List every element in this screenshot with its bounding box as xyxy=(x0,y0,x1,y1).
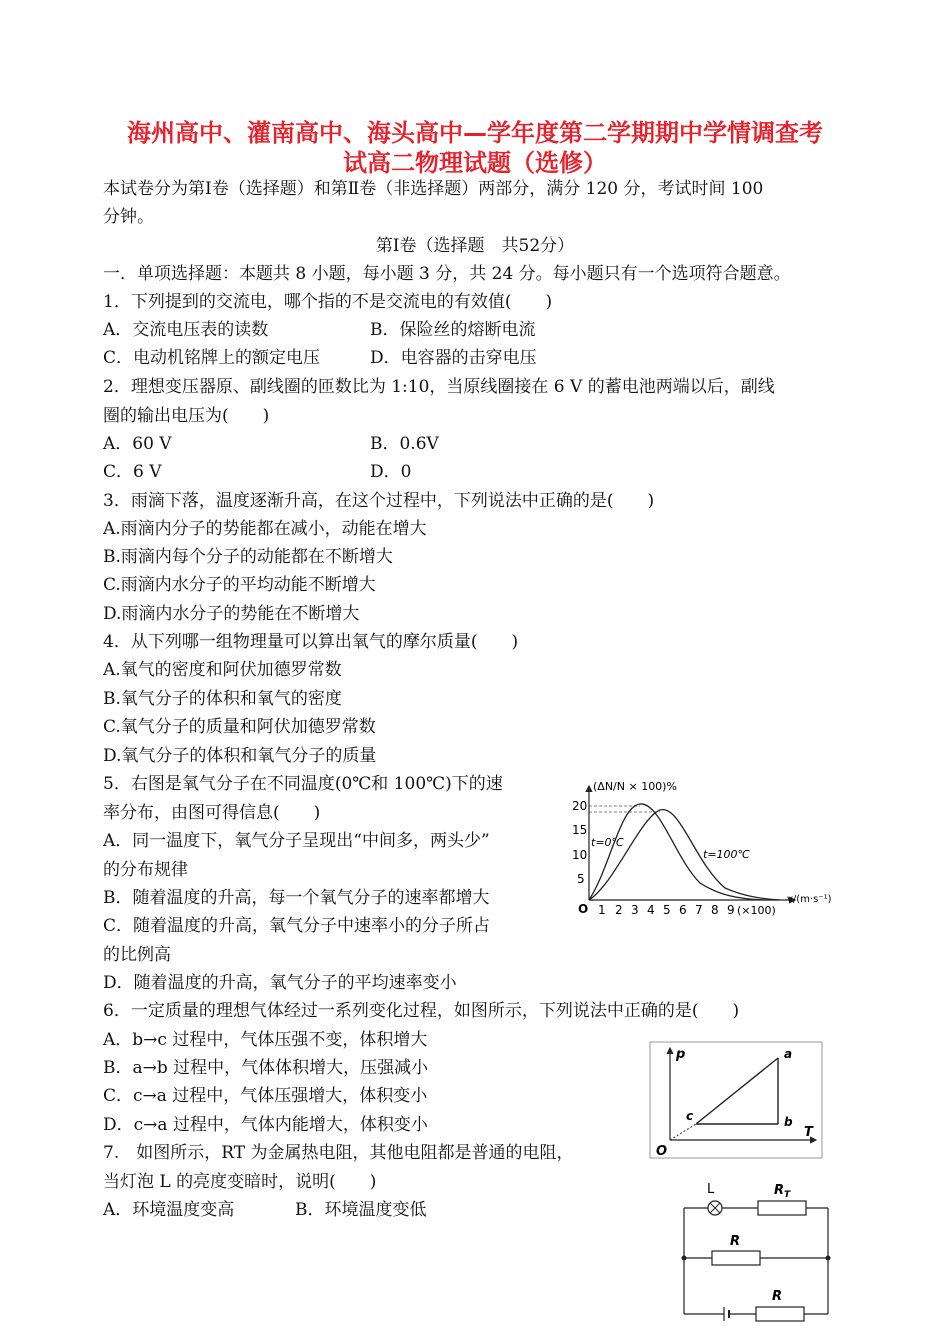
q2-option-c: C．6 V xyxy=(103,462,162,482)
exam-title-line1: 海州高中、灌南高中、海头高中—学年度第二学期期中学情调查考 xyxy=(127,119,823,147)
q5-option-c-line2: 的比例高 xyxy=(103,945,171,965)
q2-option-b: B．0.6V xyxy=(370,434,439,454)
line-ca xyxy=(696,1058,778,1124)
resistor-r1-label: R xyxy=(730,1234,741,1249)
lamp-label: L xyxy=(707,1182,715,1197)
q4-option-b: B.氧气分子的体积和氧气的密度 xyxy=(103,689,342,709)
thermistor-rt xyxy=(758,1201,806,1215)
q6-option-d: D．c→a 过程中，气体内能增大，体积变小 xyxy=(103,1115,428,1135)
q3-option-b: B.雨滴内每个分子的动能都在不断增大 xyxy=(103,547,393,567)
p-axis-label: p xyxy=(676,1047,686,1062)
y-tick-20: 20 xyxy=(572,799,588,813)
q4-option-d: D.氧气分子的体积和氧气分子的质量 xyxy=(103,746,377,766)
q2-stem-line1: 2．理想变压器原、副线圈的匝数比为 1:10，当原线圈接在 6 V 的蓄电池两端以后，副线 xyxy=(103,377,775,397)
section1-title: 第Ⅰ卷（选择题 共52分） xyxy=(375,236,575,256)
label-100c: t=100℃ xyxy=(703,848,750,861)
q4-stem: 4．从下列哪一组物理量可以算出氧气的摩尔质量( ) xyxy=(103,632,519,652)
y-tick-15: 15 xyxy=(572,823,588,837)
x-tick-8: 8 xyxy=(711,903,719,917)
intro-line2: 分钟。 xyxy=(103,207,154,227)
t-axis-label: T xyxy=(804,1125,813,1140)
q6-option-a: A．b→c 过程中，气体压强不变，体积增大 xyxy=(103,1030,428,1050)
x-tick-6: 6 xyxy=(679,903,687,917)
resistor-r2 xyxy=(756,1307,804,1321)
q5-stem-line2: 率分布，由图可得信息( ) xyxy=(103,803,321,823)
x-tick-5: 5 xyxy=(663,903,671,917)
x-tick-1: 1 xyxy=(598,903,606,917)
q5-stem-line1: 5．右图是氧气分子在不同温度(0℃和 100℃)下的速 xyxy=(103,774,503,794)
x-scale-label: (×100) xyxy=(737,904,776,917)
y-axis-label: (ΔN/N × 100)% xyxy=(593,780,677,793)
x-axis-label: v/(m·s⁻¹) xyxy=(787,894,832,905)
q7-stem-line2: 当灯泡 L 的亮度变暗时，说明( ) xyxy=(103,1172,377,1192)
rt-label: $R_T$ xyxy=(774,1183,791,1200)
q5-option-c-line1: C．随着温度的升高，氧气分子中速率小的分子所占 xyxy=(103,916,491,936)
point-b: b xyxy=(784,1115,793,1129)
q3-option-a: A.雨滴内分子的势能都在减小，动能在增大 xyxy=(103,519,427,539)
q6-option-c: C．c→a 过程中，气体压强增大，体积变小 xyxy=(103,1086,428,1106)
x-tick-9: 9 xyxy=(727,903,735,917)
origin-o: O xyxy=(656,1144,668,1159)
q1-option-b: B．保险丝的熔断电流 xyxy=(370,320,536,340)
x-tick-7: 7 xyxy=(695,903,703,917)
q7-option-b: B．环境温度变低 xyxy=(295,1200,427,1220)
q4-option-a: A.氧气的密度和阿伏加德罗常数 xyxy=(103,660,342,680)
pt-graph-figure xyxy=(648,1040,828,1164)
curve-100c xyxy=(589,810,780,900)
intro-line1: 本试卷分为第Ⅰ卷（选择题）和第Ⅱ卷（非选择题）两部分，满分 120 分，考试时间 100 xyxy=(103,179,764,199)
point-c: c xyxy=(686,1109,694,1123)
q5-option-a-line2: 的分布规律 xyxy=(103,860,188,880)
resistor-r2-label: R xyxy=(772,1289,783,1304)
q6-option-b: B．a→b 过程中，气体体积增大，压强减小 xyxy=(103,1058,429,1078)
q1-option-d: D．电容器的击穿电压 xyxy=(370,348,537,368)
dotted-extension xyxy=(670,1124,696,1140)
q5-option-b: B．随着温度的升高，每一个氧气分子的速率都增大 xyxy=(103,888,490,908)
origin-label: O xyxy=(578,902,589,916)
q1-option-a: A．交流电压表的读数 xyxy=(103,320,269,340)
q2-stem-line2: 圈的输出电压为( ) xyxy=(103,406,270,426)
part1-instruction: 一．单项选择题：本题共 8 小题，每小题 3 分，共 24 分。每小题只有一个选项符合题意。 xyxy=(103,264,791,284)
x-tick-4: 4 xyxy=(647,903,655,917)
q5-option-d: D．随着温度的升高，氧气分子的平均速率变小 xyxy=(103,973,457,993)
q7-option-a: A．环境温度变高 xyxy=(103,1200,235,1220)
y-tick-5: 5 xyxy=(577,872,585,886)
q3-stem: 3．雨滴下落，温度逐渐升高，在这个过程中，下列说法中正确的是( ) xyxy=(103,491,655,511)
q5-option-a-line1: A．同一温度下，氧气分子呈现出“中间多，两头少” xyxy=(103,831,490,851)
q4-option-c: C.氧气分子的质量和阿伏加德罗常数 xyxy=(103,717,376,737)
x-tick-3: 3 xyxy=(631,903,639,917)
point-a: a xyxy=(784,1047,793,1061)
q2-option-a: A．60 V xyxy=(103,434,172,454)
q1-option-c: C．电动机铭牌上的额定电压 xyxy=(103,348,321,368)
q7-stem-line1: 7. 如图所示，RT 为金属热电阻，其他电阻都是普通的电阻， xyxy=(103,1143,574,1163)
q6-stem: 6．一定质量的理想气体经过一系列变化过程，如图所示，下列说法中正确的是( ) xyxy=(103,1001,740,1021)
y-tick-10: 10 xyxy=(572,848,588,862)
label-0c: t=0℃ xyxy=(591,836,624,849)
x-tick-2: 2 xyxy=(615,903,623,917)
q2-option-d: D．0 xyxy=(370,462,412,482)
q3-option-d: D.雨滴内水分子的势能在不断增大 xyxy=(103,604,360,624)
q1-stem: 1．下列提到的交流电，哪个指的不是交流电的有效值( ) xyxy=(103,292,553,312)
resistor-r1 xyxy=(712,1251,760,1265)
speed-distribution-figure xyxy=(565,768,845,928)
circuit-figure xyxy=(672,1176,842,1326)
q3-option-c: C.雨滴内水分子的平均动能不断增大 xyxy=(103,575,376,595)
exam-title-line2: 试高二物理试题（选修） xyxy=(343,149,607,177)
